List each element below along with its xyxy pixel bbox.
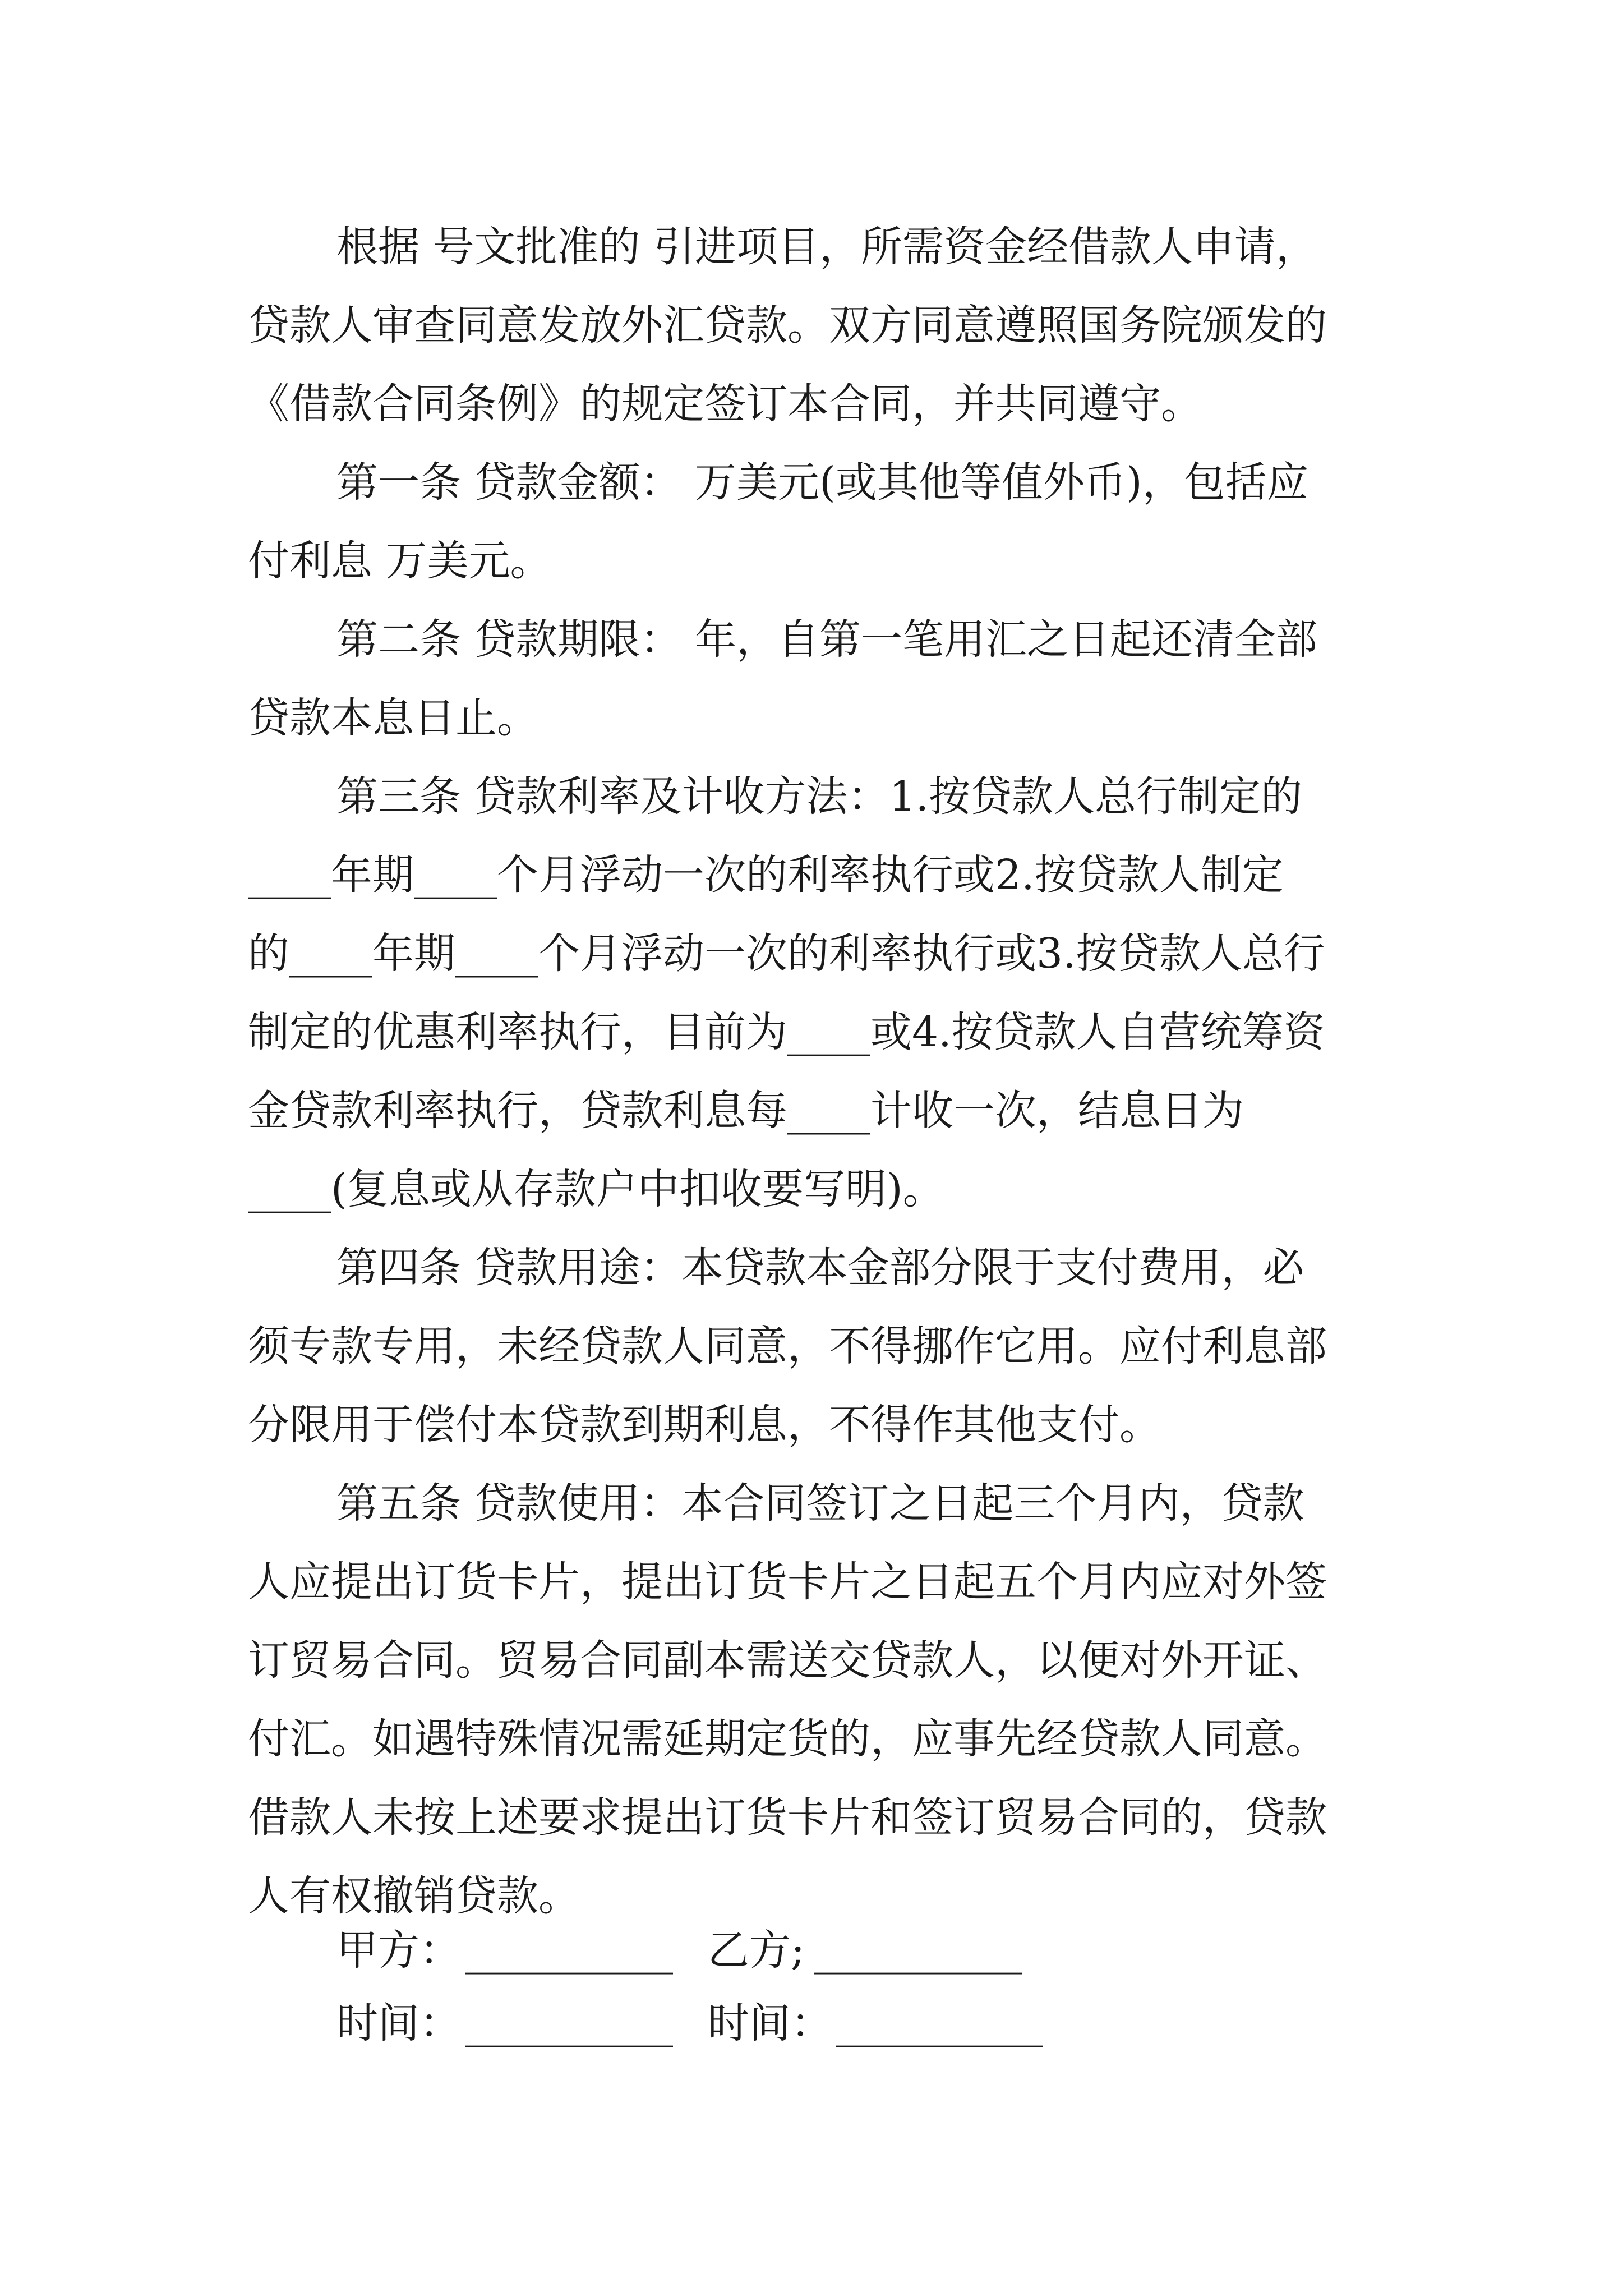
time-b-blank: __________	[836, 1999, 1043, 2047]
party-a-label: 甲方：	[336, 1926, 461, 1975]
paragraph-line: ____年期____个月浮动一次的利率执行或2.按贷款人制定	[248, 851, 1284, 899]
paragraph-line: 借款人未按上述要求提出订货卡片和签订贸易合同的，贷款	[248, 1793, 1327, 1842]
party-b-label: 乙方;	[708, 1926, 805, 1975]
paragraph-line: 付利息 万美元。	[248, 537, 552, 585]
article-heading-line: 第三条 贷款利率及计收方法：1.按贷款人总行制定的	[336, 772, 1303, 821]
party-b-blank: __________	[814, 1926, 1022, 1975]
paragraph-line: ____(复息或从存款户中扣收要写明)。	[248, 1165, 944, 1213]
paragraph-line: 分限用于偿付本贷款到期利息，不得作其他支付。	[248, 1401, 1161, 1449]
article-heading-line: 第一条 贷款金额： 万美元(或其他等值外币)，包括应	[336, 458, 1308, 507]
paragraph-line: 的____年期____个月浮动一次的利率执行或3.按贷款人总行	[248, 930, 1325, 978]
paragraph-line: 贷款本息日止。	[248, 694, 538, 742]
paragraph-line: 根据 号文批准的 引进项目，所需资金经借款人申请，	[336, 223, 1318, 271]
paragraph-line: 金贷款利率执行，贷款利息每____计收一次，结息日为	[248, 1087, 1244, 1135]
paragraph-line: 须专款专用，未经贷款人同意，不得挪作它用。应付利息部	[248, 1322, 1327, 1370]
paragraph-line: 人有权撤销贷款。	[248, 1872, 580, 1920]
text-line	[0, 1848, 1623, 1944]
article-heading-line: 第四条 贷款用途：本贷款本金部分限于支付费用，必	[336, 1244, 1304, 1292]
paragraph-line: 人应提出订货卡片，提出订货卡片之日起五个月内应对外签	[248, 1558, 1327, 1606]
paragraph-line: 《借款合同条例》的规定签订本合同，并共同遵守。	[248, 380, 1202, 428]
time-b-label: 时间：	[708, 1999, 832, 2047]
paragraph-line: 付汇。如遇特殊情况需延期定货的，应事先经贷款人同意。	[248, 1715, 1327, 1763]
time-a-blank: __________	[465, 1999, 673, 2047]
paragraph-line: 制定的优惠利率执行，目前为____或4.按贷款人自营统筹资	[248, 1008, 1325, 1056]
paragraph-line: 贷款人审查同意发放外汇贷款。双方同意遵照国务院颁发的	[248, 301, 1327, 349]
article-heading-line: 第五条 贷款使用：本合同签订之日起三个月内，贷款	[336, 1479, 1304, 1527]
paragraph-line: 订贸易合同。贸易合同副本需送交贷款人，以便对外开证、	[248, 1636, 1327, 1685]
party-a-blank: __________	[465, 1926, 673, 1975]
article-heading-line: 第二条 贷款期限： 年，自第一笔用汇之日起还清全部	[336, 615, 1318, 664]
time-a-label: 时间：	[336, 1999, 461, 2047]
